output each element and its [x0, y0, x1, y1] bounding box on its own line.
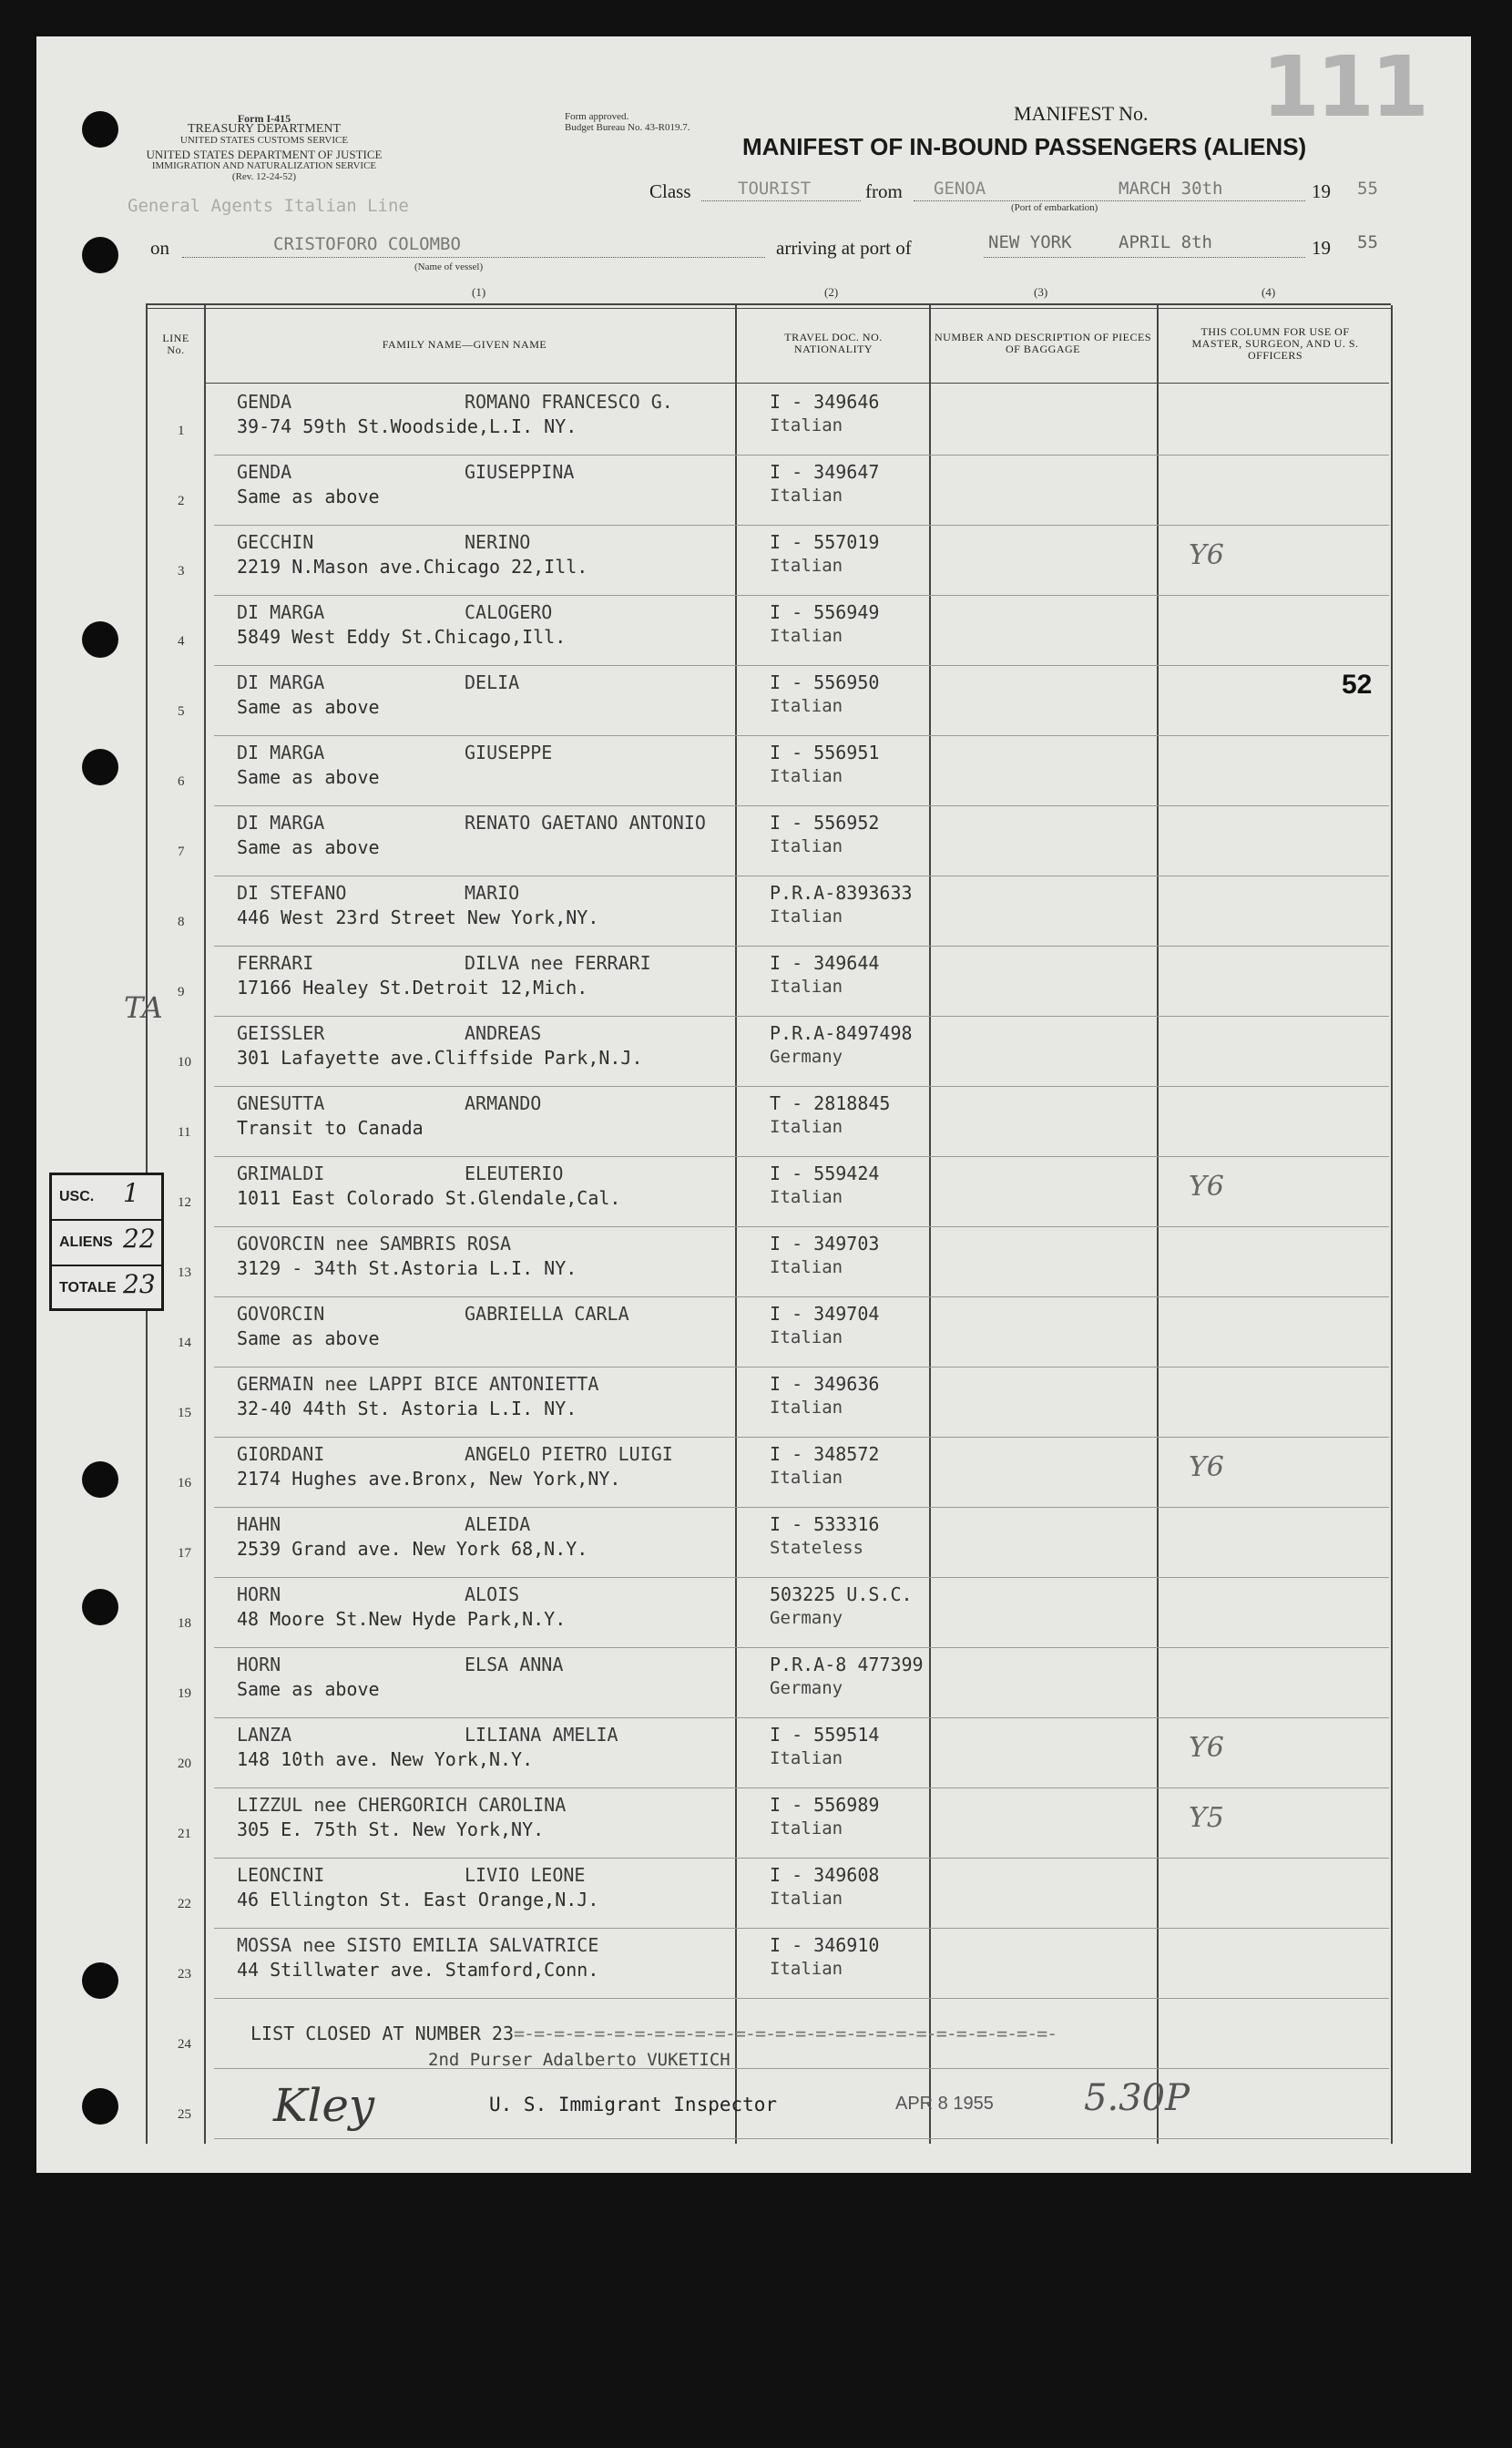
on-label: on	[150, 237, 169, 259]
table-row	[146, 876, 1389, 947]
punch-hole	[82, 749, 118, 785]
table-row	[146, 385, 1389, 456]
table-row	[146, 1157, 1389, 1227]
given-name: DILVA nee FERRARI	[465, 952, 651, 974]
line-number: 10	[178, 1055, 191, 1070]
line-number: 1	[178, 424, 185, 438]
family-name: LEONCINI	[237, 1864, 325, 1886]
nationality: Germany	[770, 1678, 843, 1698]
travel-doc-no: I - 348572	[770, 1443, 880, 1465]
family-name: DI STEFANO	[237, 882, 347, 904]
officer-note: Y6	[1189, 1171, 1224, 1203]
family-name: HORN	[237, 1654, 281, 1675]
given-name: GABRIELLA CARLA	[465, 1303, 629, 1325]
customs-service: UNITED STATES CUSTOMS SERVICE	[179, 135, 349, 146]
baggage-header: NUMBER AND DESCRIPTION OF PIECES OF BAGGAGE	[934, 331, 1152, 355]
given-name: ANDREAS	[465, 1022, 542, 1044]
given-name: RENATO GAETANO ANTONIO	[465, 812, 706, 834]
ta-annotation: TA	[124, 990, 163, 1025]
table-row	[146, 1367, 1389, 1438]
travel-doc-no: I - 349704	[770, 1303, 880, 1325]
page-stamp: 111	[1262, 38, 1426, 136]
table-row	[146, 1508, 1389, 1578]
totals-box	[49, 1173, 164, 1311]
line-number: 14	[178, 1336, 191, 1350]
manifest-title: MANIFEST OF IN-BOUND PASSENGERS (ALIENS)	[742, 133, 1307, 160]
line-number: 13	[178, 1265, 191, 1280]
family-name: FERRARI	[237, 952, 314, 974]
given-name: GIUSEPPE	[465, 742, 553, 763]
travel-doc-no: I - 346910	[770, 1934, 880, 1956]
table-row	[146, 1227, 1389, 1297]
given-name: ARMANDO	[465, 1092, 542, 1114]
given-name: MARIO	[465, 882, 520, 904]
nationality: Germany	[770, 1608, 843, 1628]
line-number: 6	[178, 774, 185, 789]
travel-doc-no: I - 556949	[770, 601, 880, 623]
line-number: 20	[178, 1757, 191, 1771]
passenger-address: 2174 Hughes ave.Bronx, New York,NY.	[237, 1468, 621, 1490]
approval-note	[565, 111, 690, 133]
passenger-address: 48 Moore St.New Hyde Park,N.Y.	[237, 1608, 567, 1630]
passenger-name	[237, 1864, 586, 1886]
nationality: Italian	[770, 1327, 843, 1347]
grand-total	[52, 1266, 161, 1310]
table-row	[146, 1438, 1389, 1508]
line-number: 21	[178, 1827, 191, 1841]
nationality: Italian	[770, 1889, 843, 1909]
year-value: 55	[1357, 179, 1378, 199]
passenger-name	[237, 1233, 511, 1255]
form-number: Form I-415	[237, 112, 291, 125]
passenger-address: 32-40 44th St. Astoria L.I. NY.	[237, 1398, 577, 1419]
line-number: 4	[178, 634, 185, 649]
line-number: 16	[178, 1476, 191, 1490]
nationality: Italian	[770, 906, 843, 927]
passenger-address: 17166 Healey St.Detroit 12,Mich.	[237, 977, 588, 999]
officer-note: Y5	[1189, 1802, 1224, 1834]
table-row	[146, 1578, 1389, 1648]
family-name: GRIMALDI	[237, 1163, 325, 1184]
passenger-address: Same as above	[237, 1327, 380, 1349]
column-number-2: (2)	[824, 285, 839, 299]
passenger-name	[237, 952, 651, 974]
given-name: ALOIS	[465, 1583, 520, 1605]
passenger-address: 3129 - 34th St.Astoria L.I. NY.	[237, 1257, 577, 1279]
header-rule	[204, 383, 1389, 384]
nationality: Italian	[770, 1468, 843, 1488]
table-row	[146, 1929, 1389, 1999]
passenger-name	[237, 1654, 564, 1675]
passenger-address: 44 Stillwater ave. Stamford,Conn.	[237, 1959, 599, 1981]
name-header: FAMILY NAME—GIVEN NAME	[382, 338, 547, 351]
travel-doc-no: I - 559514	[770, 1724, 880, 1746]
line-number: 24	[178, 2037, 191, 2052]
punch-hole	[82, 2088, 118, 2125]
passenger-name	[237, 1373, 598, 1395]
given-name: ELEUTERIO	[465, 1163, 564, 1184]
nationality: Italian	[770, 1257, 843, 1277]
passenger-name	[237, 1303, 629, 1325]
passenger-name	[237, 1794, 566, 1816]
passenger-name	[237, 461, 575, 483]
family-name: DI MARGA	[237, 812, 325, 834]
line-number: 23	[178, 1967, 191, 1982]
line-number: 22	[178, 1897, 191, 1911]
line-number: 7	[178, 845, 185, 859]
nationality: Italian	[770, 486, 843, 506]
given-name: CALOGERO	[465, 601, 553, 623]
given-name: NERINO	[465, 531, 531, 553]
passenger-address: 2219 N.Mason ave.Chicago 22,Ill.	[237, 556, 588, 578]
family-name: GENDA	[237, 461, 292, 483]
passenger-address: Same as above	[237, 1678, 380, 1700]
passenger-address: 301 Lafayette ave.Cliffside Park,N.J.	[237, 1047, 643, 1069]
travel-doc-no: I - 556950	[770, 671, 880, 693]
list-closed-note	[250, 2023, 1057, 2044]
punch-hole	[82, 1962, 118, 1999]
nationality: Italian	[770, 626, 843, 646]
passenger-address: Same as above	[237, 486, 380, 507]
vessel-caption: (Name of vessel)	[414, 261, 484, 272]
column-number-4: (4)	[1262, 285, 1276, 299]
passenger-address: Same as above	[237, 696, 380, 718]
arrival-date: APRIL 8th	[1119, 232, 1212, 252]
nationality: Italian	[770, 1398, 843, 1418]
family-name: HAHN	[237, 1513, 281, 1535]
line-number: 15	[178, 1406, 191, 1420]
family-name: DI MARGA	[237, 671, 325, 693]
table-row	[146, 947, 1389, 1017]
nationality: Italian	[770, 977, 843, 997]
passenger-address: 305 E. 75th St. New York,NY.	[237, 1818, 545, 1840]
table-row	[146, 1297, 1389, 1367]
travel-doc-no: 503225 U.S.C.	[770, 1583, 913, 1605]
travel-doc-no: I - 349644	[770, 952, 880, 974]
usc-label: USC.	[59, 1189, 95, 1204]
nationality: Italian	[770, 766, 843, 786]
margin-note: 52	[1342, 670, 1373, 700]
given-name: GIUSEPPINA	[465, 461, 575, 483]
family-name: GOVORCIN nee SAMBRIS ROSA	[237, 1233, 512, 1255]
line-number: 18	[178, 1616, 191, 1631]
table-row	[146, 1648, 1389, 1718]
punch-hole	[82, 237, 118, 273]
given-name: ANGELO PIETRO LUIGI	[465, 1443, 673, 1465]
from-line	[914, 200, 1305, 201]
passenger-name	[237, 601, 553, 623]
table-row	[146, 666, 1389, 736]
given-name: ROMANO FRANCESCO G.	[465, 391, 673, 413]
justice-dept: UNITED STATES DEPARTMENT OF JUSTICE	[146, 148, 383, 161]
from-label: from	[865, 180, 903, 202]
table-row	[146, 1017, 1389, 1087]
general-agents: General Agents Italian Line	[128, 196, 409, 216]
table-row	[146, 1718, 1389, 1788]
aliens-label: ALIENS	[59, 1234, 113, 1250]
row-rule	[214, 2138, 1389, 2139]
passenger-name	[237, 391, 673, 413]
travel-doc-no: I - 349608	[770, 1864, 880, 1886]
given-name: ELSA ANNA	[465, 1654, 564, 1675]
passenger-name	[237, 1583, 520, 1605]
table-row	[146, 596, 1389, 666]
form-approved: Form approved.	[565, 111, 629, 122]
inspection-date-stamp: APR 8 1955	[895, 2094, 994, 2114]
travel-doc-no: I - 349647	[770, 461, 880, 483]
arrival-year-prefix: 19	[1312, 237, 1331, 259]
travel-doc-no: I - 556952	[770, 812, 880, 834]
class-line	[701, 200, 861, 201]
officer-note: Y6	[1189, 1732, 1224, 1764]
travel-doc-no: I - 556989	[770, 1794, 880, 1816]
line-number: 3	[178, 564, 185, 579]
nationality: Italian	[770, 1818, 843, 1839]
passenger-address: 46 Ellington St. East Orange,N.J.	[237, 1889, 599, 1910]
passenger-name	[237, 812, 706, 834]
line-number: 5	[178, 704, 185, 719]
nationality: Italian	[770, 1187, 843, 1207]
aliens-value: 22	[123, 1224, 156, 1254]
passenger-address: 1011 East Colorado St.Glendale,Cal.	[237, 1187, 621, 1209]
table-row	[146, 1087, 1389, 1157]
punch-hole	[82, 111, 118, 148]
family-name: DI MARGA	[237, 742, 325, 763]
passenger-address: Same as above	[237, 766, 380, 788]
passenger-name	[237, 1513, 531, 1535]
column-number-3: (3)	[1034, 285, 1048, 299]
travel-doc-no: I - 349636	[770, 1373, 880, 1395]
passenger-name	[237, 742, 553, 763]
class-label: Class	[649, 180, 691, 202]
officer-note: Y6	[1189, 539, 1224, 571]
treasury-dept: TREASURY DEPARTMENT	[187, 122, 342, 136]
passenger-address: 2539 Grand ave. New York 68,N.Y.	[237, 1538, 588, 1560]
travel-doc-no: I - 559424	[770, 1163, 880, 1184]
family-name: GERMAIN nee LAPPI BICE ANTONIETTA	[237, 1373, 599, 1395]
year-prefix: 19	[1312, 180, 1331, 202]
travel-doc-no: I - 557019	[770, 531, 880, 553]
aliens-total	[52, 1221, 161, 1266]
passenger-address: 148 10th ave. New York,N.Y.	[237, 1748, 534, 1770]
arrival-year: 55	[1357, 232, 1378, 252]
line-number: 9	[178, 985, 185, 999]
passenger-name	[237, 1022, 542, 1044]
total-value: 23	[123, 1269, 156, 1299]
class-value: TOURIST	[738, 179, 812, 199]
passenger-name	[237, 671, 520, 693]
arriving-label: arriving at port of	[776, 237, 912, 259]
nationality: Italian	[770, 1748, 843, 1768]
family-name: DI MARGA	[237, 601, 325, 623]
line-no-header: LINE No.	[162, 332, 189, 356]
punch-hole	[82, 621, 118, 658]
inspector-signature: Kley	[273, 2079, 375, 2132]
officer-note: Y6	[1189, 1451, 1224, 1483]
passenger-name	[237, 1934, 598, 1956]
nationality: Stateless	[770, 1538, 863, 1558]
punch-hole	[82, 1589, 118, 1625]
given-name: LIVIO LEONE	[465, 1864, 586, 1886]
travel-doc-no: I - 556951	[770, 742, 880, 763]
nationality: Italian	[770, 1959, 843, 1979]
embarkation-date: MARCH 30th	[1119, 179, 1223, 199]
nationality: Italian	[770, 415, 843, 435]
line-number: 12	[178, 1195, 191, 1210]
table-row	[146, 736, 1389, 806]
embarkation-port: GENOA	[934, 179, 986, 199]
travel-doc-no: I - 349646	[770, 391, 880, 413]
punch-hole	[82, 1461, 118, 1498]
passenger-name	[237, 1724, 618, 1746]
officers-header: THIS COLUMN FOR USE OF MASTER, SURGEON, AND U. S. OFFICERS	[1191, 325, 1359, 362]
family-name: HORN	[237, 1583, 281, 1605]
passenger-address: Transit to Canada	[237, 1117, 424, 1139]
manifest-no-label: MANIFEST No.	[1014, 102, 1149, 125]
nationality: Italian	[770, 1117, 843, 1137]
line-number: 25	[178, 2107, 191, 2122]
passenger-address: 5849 West Eddy St.Chicago,Ill.	[237, 626, 567, 648]
given-name: DELIA	[465, 671, 520, 693]
vessel-line	[182, 257, 765, 258]
line-number: 17	[178, 1546, 191, 1561]
line-number: 8	[178, 915, 185, 929]
line-number: 19	[178, 1686, 191, 1701]
arrival-port: NEW YORK	[988, 232, 1072, 252]
vessel-name: CRISTOFORO COLOMBO	[273, 234, 461, 254]
table-row	[146, 806, 1389, 876]
travel-doc-no: P.R.A-8393633	[770, 882, 913, 904]
travel-doc-no: T - 2818845	[770, 1092, 891, 1114]
nationality: Italian	[770, 836, 843, 856]
family-name: GENDA	[237, 391, 292, 413]
total-label: TOTALE	[59, 1280, 117, 1296]
passenger-name	[237, 1163, 564, 1184]
line-number: 2	[178, 494, 185, 508]
family-name: GECCHIN	[237, 531, 314, 553]
table-row	[146, 1788, 1389, 1859]
column-number-1: (1)	[472, 285, 486, 299]
port-caption: (Port of embarkation)	[1011, 202, 1098, 213]
table-row	[146, 1859, 1389, 1929]
purser-name: 2nd Purser Adalberto VUKETICH	[428, 2050, 730, 2070]
nationality: Italian	[770, 696, 843, 716]
travel-doc-no: I - 349703	[770, 1233, 880, 1255]
family-name: GOVORCIN	[237, 1303, 325, 1325]
time-note: 5.30P	[1084, 2077, 1190, 2119]
given-name: ALEIDA	[465, 1513, 531, 1535]
family-name: GNESUTTA	[237, 1092, 325, 1114]
form-header-left	[146, 113, 383, 182]
travel-doc-header: TRAVEL DOC. NO. NATIONALITY	[784, 331, 883, 355]
line-number: 11	[178, 1125, 191, 1140]
closing-dashes: =-=-=-=-=-=-=-=-=-=-=-=-=-=-=-=-=-=-=-=-=-=-=-=-=-=-=-	[513, 2023, 1057, 2044]
passenger-name	[237, 1443, 673, 1465]
family-name: LIZZUL nee CHERGORICH CAROLINA	[237, 1794, 567, 1816]
ins-service: IMMIGRATION AND NATURALIZATION SERVICE	[151, 160, 377, 171]
closing-text: LIST CLOSED AT NUMBER 23	[250, 2023, 514, 2044]
nationality: Germany	[770, 1047, 843, 1067]
passenger-name	[237, 882, 520, 904]
arrival-line	[984, 257, 1305, 258]
passenger-address: 39-74 59th St.Woodside,L.I. NY.	[237, 415, 577, 437]
passenger-address: 446 West 23rd Street New York,NY.	[237, 906, 599, 928]
form-revision: (Rev. 12-24-52)	[231, 171, 297, 182]
given-name: LILIANA AMELIA	[465, 1724, 618, 1746]
travel-doc-no: P.R.A-8497498	[770, 1022, 913, 1044]
table-row	[146, 526, 1389, 596]
usc-total	[52, 1175, 161, 1221]
nationality: Italian	[770, 556, 843, 576]
passenger-address: Same as above	[237, 836, 380, 858]
usc-value: 1	[123, 1178, 139, 1208]
budget-bureau: Budget Bureau No. 43-R019.7.	[565, 122, 690, 133]
passenger-name	[237, 531, 531, 553]
family-name: LANZA	[237, 1724, 292, 1746]
inspector-title: U. S. Immigrant Inspector	[489, 2094, 778, 2115]
family-name: MOSSA nee SISTO EMILIA SALVATRICE	[237, 1934, 599, 1956]
family-name: GEISSLER	[237, 1022, 325, 1044]
travel-doc-no: P.R.A-8 477399	[770, 1654, 924, 1675]
travel-doc-no: I - 533316	[770, 1513, 880, 1535]
family-name: GIORDANI	[237, 1443, 325, 1465]
table-row	[146, 456, 1389, 526]
passenger-name	[237, 1092, 542, 1114]
